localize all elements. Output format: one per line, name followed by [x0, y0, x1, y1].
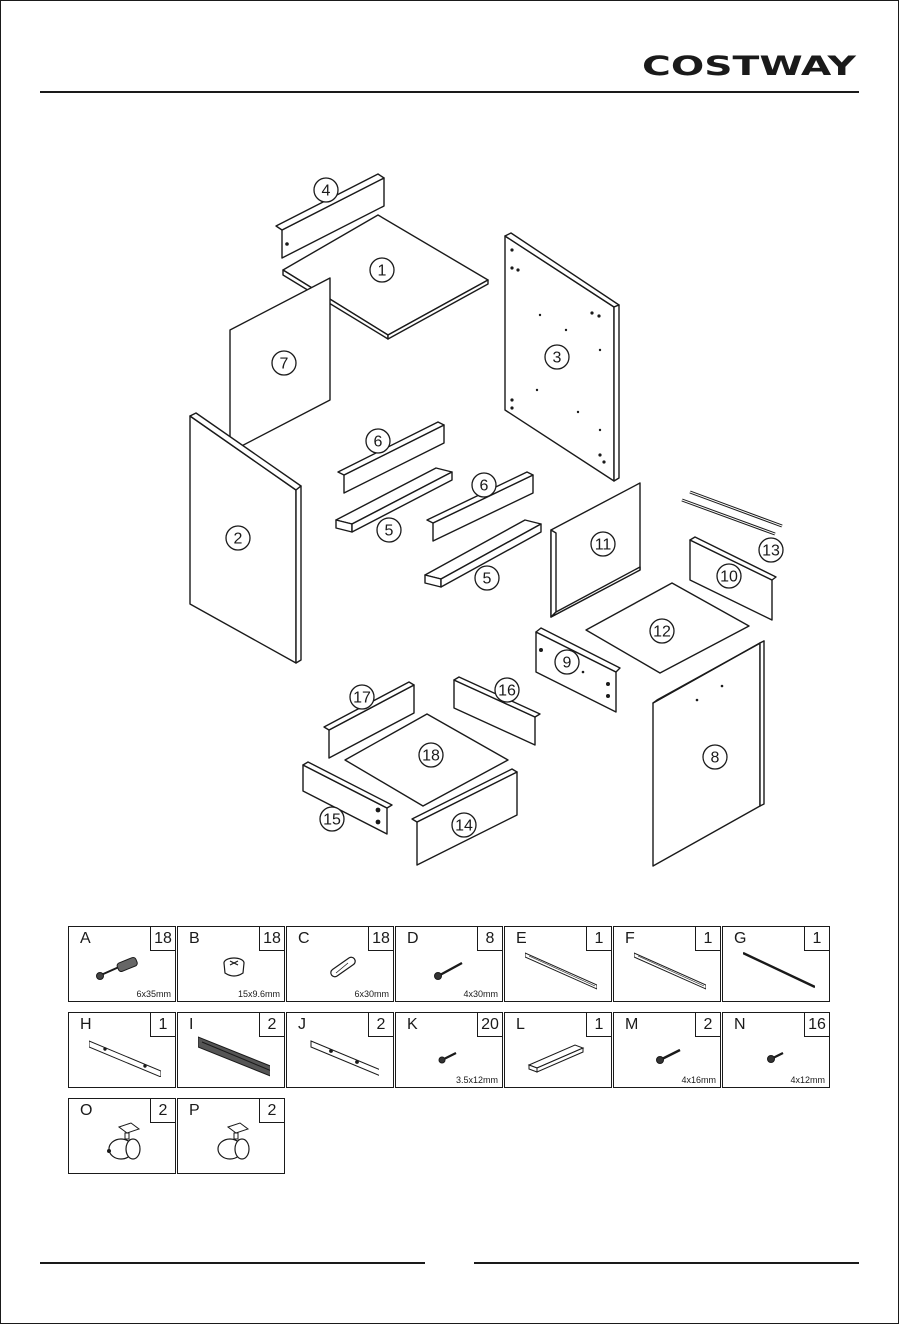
hardware-quantity: 1 — [150, 1012, 176, 1037]
hardware-quantity: 2 — [695, 1012, 721, 1037]
rail-icon — [307, 1035, 379, 1077]
hardware-size: 3.5x12mm — [455, 1075, 498, 1085]
hardware-size: 6x30mm — [354, 989, 389, 999]
part-number-callout — [452, 813, 476, 837]
hardware-letter: C — [298, 930, 310, 947]
part-number-callout — [759, 538, 783, 562]
hardware-letter: I — [189, 1016, 194, 1033]
part-number-callout — [320, 807, 344, 831]
hardware-item-f — [613, 926, 721, 1002]
hardware-quantity: 18 — [150, 926, 176, 951]
hardware-item-h — [68, 1012, 176, 1088]
small-screw-icon — [416, 1035, 488, 1077]
hardware-letter: K — [407, 1016, 418, 1033]
part-number-label: 2 — [233, 530, 243, 548]
part-number-label: 4 — [321, 182, 331, 200]
small-screw-icon — [743, 1035, 815, 1077]
hardware-item-b — [177, 926, 285, 1002]
hardware-item-j — [286, 1012, 394, 1088]
hardware-letter: G — [734, 930, 747, 947]
hardware-letter: D — [407, 930, 419, 947]
hardware-quantity: 18 — [259, 926, 285, 951]
part-number-callout — [545, 345, 569, 369]
part-number-label: 3 — [552, 349, 562, 367]
hardware-item-c — [286, 926, 394, 1002]
hardware-letter: E — [516, 930, 527, 947]
part-number-callout — [419, 743, 443, 767]
hardware-item-m — [613, 1012, 721, 1088]
part-number-label: 5 — [482, 570, 492, 588]
part-number-label: 6 — [479, 477, 489, 495]
part-number-callout — [717, 564, 741, 588]
part-number-callout — [366, 429, 390, 453]
hardware-size: 4x12mm — [790, 1075, 825, 1085]
part-number-label: 8 — [710, 749, 720, 767]
hardware-quantity: 1 — [586, 1012, 612, 1037]
hardware-quantity: 8 — [477, 926, 503, 951]
hardware-quantity: 20 — [477, 1012, 503, 1037]
hardware-item-k — [395, 1012, 503, 1088]
hardware-size: 4x16mm — [681, 1075, 716, 1085]
part-number-callout — [472, 473, 496, 497]
hardware-quantity: 2 — [150, 1098, 176, 1123]
wood-strip-icon — [525, 1035, 597, 1077]
drawer-slide-icon — [634, 949, 706, 991]
hardware-item-n — [722, 1012, 830, 1088]
hardware-letter: L — [516, 1016, 525, 1033]
hardware-letter: B — [189, 930, 200, 947]
hardware-item-e — [504, 926, 612, 1002]
hardware-quantity: 1 — [586, 926, 612, 951]
footer-rule-right — [474, 1262, 859, 1264]
hardware-letter: N — [734, 1016, 746, 1033]
part-number-callout — [495, 678, 519, 702]
part-number-label: 10 — [720, 568, 738, 586]
hardware-quantity: 1 — [804, 926, 830, 951]
metal-rod-icon — [743, 949, 815, 991]
hardware-item-d — [395, 926, 503, 1002]
hardware-quantity: 18 — [368, 926, 394, 951]
part-number-label: 6 — [373, 433, 383, 451]
part-number-label: 16 — [498, 682, 516, 700]
part-number-callout — [272, 351, 296, 375]
hardware-size: 6x35mm — [136, 989, 171, 999]
hardware-item-a — [68, 926, 176, 1002]
caster-wheel-icon — [198, 1121, 270, 1163]
hardware-item-p — [177, 1098, 285, 1174]
hardware-item-g — [722, 926, 830, 1002]
screw-icon — [634, 1035, 706, 1077]
part-number-callout — [226, 526, 250, 550]
part-number-callout — [591, 532, 615, 556]
hardware-quantity: 2 — [259, 1098, 285, 1123]
part-number-label: 18 — [422, 747, 440, 765]
cam-bolt-icon — [89, 949, 161, 991]
part-number-label: 11 — [594, 536, 612, 554]
part-number-label: 9 — [562, 654, 572, 672]
hardware-item-i — [177, 1012, 285, 1088]
part-number-label: 7 — [279, 355, 289, 373]
hardware-quantity: 1 — [695, 926, 721, 951]
part-number-label: 17 — [353, 689, 371, 707]
screw-icon — [416, 949, 488, 991]
hardware-size: 4x30mm — [463, 989, 498, 999]
wood-dowel-icon — [307, 949, 379, 991]
hardware-quantity: 2 — [368, 1012, 394, 1037]
hardware-quantity: 2 — [259, 1012, 285, 1037]
part-number-label: 15 — [323, 811, 341, 829]
cam-lock-icon — [198, 949, 270, 991]
hardware-quantity: 16 — [804, 1012, 830, 1037]
hardware-size: 15x9.6mm — [237, 989, 280, 999]
part-number-label: 5 — [384, 522, 394, 540]
hardware-item-l — [504, 1012, 612, 1088]
ball-bearing-slide-icon — [198, 1035, 270, 1077]
hardware-letter: H — [80, 1016, 92, 1033]
hardware-item-o — [68, 1098, 176, 1174]
part-number-label: 12 — [653, 623, 671, 641]
caster-wheel-icon — [89, 1121, 161, 1163]
part-13-rods — [682, 492, 782, 534]
hardware-letter: J — [298, 1016, 306, 1033]
part-number-label: 14 — [455, 817, 473, 835]
part-number-callout — [703, 745, 727, 769]
part-number-callout — [650, 619, 674, 643]
part-number-callout — [314, 178, 338, 202]
hardware-letter: P — [189, 1102, 200, 1119]
part-number-callout — [377, 518, 401, 542]
hardware-letter: A — [80, 930, 91, 947]
part-number-label: 1 — [377, 262, 387, 280]
hardware-letter: O — [80, 1102, 93, 1119]
drawer-slide-icon — [525, 949, 597, 991]
hardware-letter: F — [625, 930, 635, 947]
part-number-callout — [555, 650, 579, 674]
brand-name: COSTWAY — [642, 51, 857, 82]
part-number-label: 13 — [762, 542, 780, 560]
part-number-callout — [370, 258, 394, 282]
hardware-letter: M — [625, 1016, 639, 1033]
rail-icon — [89, 1035, 161, 1077]
part-number-callout — [475, 566, 499, 590]
part-number-callout — [350, 685, 374, 709]
footer-rule-left — [40, 1262, 425, 1264]
